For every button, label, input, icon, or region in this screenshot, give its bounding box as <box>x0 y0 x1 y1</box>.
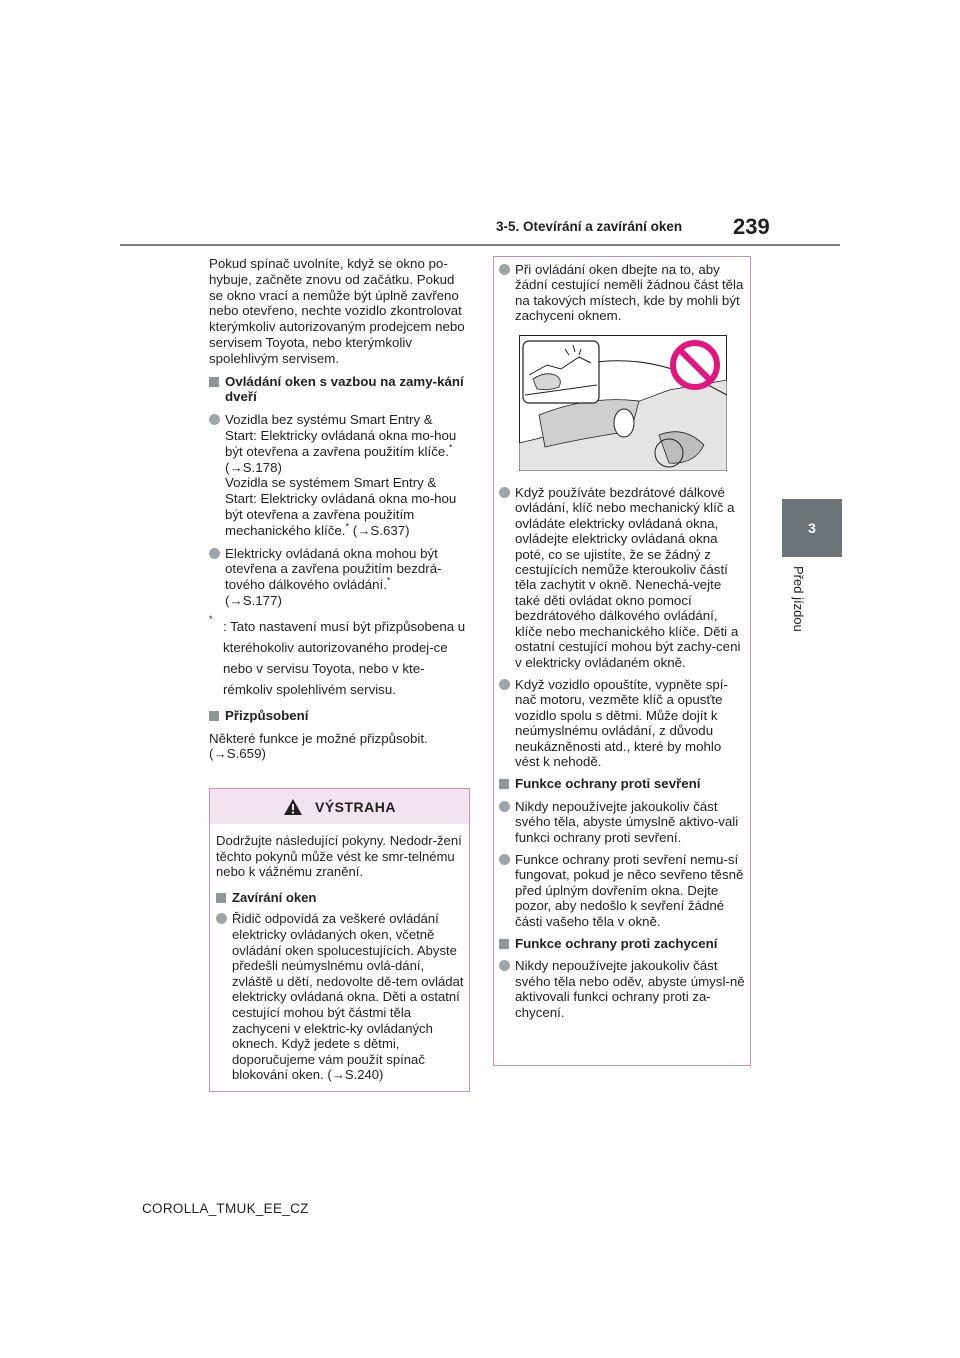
bullet-icon <box>499 854 510 865</box>
chapter-number: 3 <box>808 520 816 536</box>
warning-continued-box <box>493 256 751 1066</box>
warning-box <box>209 788 470 1092</box>
bullet-icon <box>499 960 510 971</box>
square-bullet-icon <box>209 377 219 387</box>
warning-title: VÝSTRAHA <box>314 798 396 815</box>
footnote-mark: * <box>386 575 391 586</box>
heading-customization: Přizpůsobení <box>209 708 467 724</box>
warning-intro: Dodržujte následující pokyny. Nedodr-žení těchto pokynů může vést ke smr-telnému nebo k vážnému zranění. <box>216 833 462 880</box>
list-item: Řidič odpovídá za veškeré ovládání elektricky ovládaných oken, včetně ovládání oken spolucestujících. Abyste předešli neúmyslnému ovlá-dání, zvláště u dětí, nedovolte dě-tem ovládat elektricky ovládaná okna. Děti a ostatní cestující mohou být částmi těla zachyceni v elektric-ky ovládaných oknech. Když jedete s dětmi, doporučujeme vám použít spínač blokování oken. (→S.240) <box>216 911 465 1083</box>
intro-paragraph: Pokud spínač uvolníte, když se okno po-hybuje, začněte znovu od začátku. Pokud se okno vrací a nemůže být úplně zavřeno nebo otevřeno, nechte vozidlo zkontrolovat kterýmkoliv autorizovaným prodejcem nebo servisem Toyota, nebo kterýmkoliv spolehlivým servisem. <box>209 256 465 366</box>
heading-pinch-protection: Funkce ochrany proti sevření <box>499 776 746 791</box>
document-footer: COROLLA_TMUK_EE_CZ <box>142 1201 309 1216</box>
bullet-icon <box>209 548 220 559</box>
chapter-label: Před jízdou <box>791 566 806 632</box>
footnote: * : Tato nastavení musí být přizpůsobena u kteréhokoliv autorizovaného prodej-ce nebo v servisu Toyota, nebo v kte-rémkoliv spolehlivém servisu. <box>209 613 466 697</box>
warning-header <box>210 789 469 824</box>
warning-continued-body <box>494 257 750 1020</box>
customization-text: Některé funkce je možné přizpůsobit. (→S.659) <box>209 730 428 762</box>
left-column <box>209 256 467 769</box>
window-pinch-illustration <box>519 335 727 471</box>
warning-triangle-icon <box>283 798 303 816</box>
footnote-mark: * <box>345 521 349 532</box>
footnote-mark: * <box>448 442 453 453</box>
bullet-icon <box>499 679 510 690</box>
heading-door-lock-linked: Ovládání oken s vazbou na zamy-kání dveří <box>209 374 467 406</box>
page-reference-link[interactable]: (→S.178) <box>225 459 282 475</box>
heading-jam-protection: Funkce ochrany proti zachycení <box>499 936 746 951</box>
heading-closing-windows: Zavírání oken <box>216 890 465 906</box>
warning-body <box>210 824 469 1083</box>
chapter-tab[interactable] <box>782 499 842 557</box>
header-divider <box>120 244 840 246</box>
list-item: Nikdy nepoužívejte jakoukoliv část svého těla nebo oděv, abyste úmysl-ně aktivovali funkci ochrany proti za-chycení. <box>499 958 746 1020</box>
list-item: Při ovládání oken dbejte na to, aby žádní cestující neměli žádnou část těla na takových místech, kde by mohli být zachyceni oknem. <box>499 262 746 324</box>
list-item: Funkce ochrany proti sevření nemu-sí fungovat, pokud je něco sevřeno těsně před úplným dovřením okna. Dejte pozor, aby nedošlo k sevření žádné části vašeho těla v okně. <box>499 852 746 929</box>
list-item: Když používáte bezdrátové dálkové ovládání, klíč nebo mechanický klíč a ovládáte elektricky ovládaná okna, ovládejte elektricky ovládaná okna poté, co se ujistíte, že se žádný z cestujících nemůže kteroukoliv částí těla zachytit v okně. Nenechá-vejte také děti ovládat okno pomocí bezdrátového dálkového ovládání, klíče nebo mechanického klíče. Děti a ostatní cestující mohou být zachy-ceni v elektricky ovládaném okně. <box>499 485 746 670</box>
square-bullet-icon <box>209 711 219 721</box>
section-title: 3-5. Otevírání a zavírání oken <box>496 219 683 234</box>
bullet-icon <box>499 264 510 275</box>
bullet-icon <box>499 801 510 812</box>
square-bullet-icon <box>499 939 509 949</box>
list-item: Nikdy nepoužívejte jakoukoliv část svého těla, abyste úmyslně aktivo-vali funkci ochrany proti sevření. <box>499 799 746 845</box>
page-reference-link[interactable]: (→S.240) <box>327 1067 384 1083</box>
bullet-icon <box>499 487 510 498</box>
list-item: Elektricky ovládaná okna mohou být otevřena a zavřena použitím bezdrá-tového dálkového ovládání.* (→S.177) <box>209 546 467 609</box>
bullet-icon <box>209 414 220 425</box>
square-bullet-icon <box>216 893 226 903</box>
square-bullet-icon <box>499 779 509 789</box>
page-reference-link[interactable]: (→S.637) <box>352 522 410 538</box>
list-item: Vozidla bez systému Smart Entry & Start: Elektricky ovládaná okna mo-hou být otevřena a zavřena použitím klíče.* (→S.178) Vozidla se systémem Smart Entry & Start: Elektricky ovládaná okna mo-hou být otevřena a zavřena použitím mechanického klíče.* (→S.637) <box>209 412 467 538</box>
bullet-icon <box>216 913 227 924</box>
page-number: 239 <box>733 214 770 239</box>
list-item: Když vozidlo opouštíte, vypněte spí-nač motoru, vezměte klíč a opusťte vozidlo spolu s dětmi. Může dojít k neúmyslnému ovládání, z důvodu neukázněnosti atd., které by mohlo vést k nehodě. <box>499 677 746 769</box>
page-reference-link[interactable]: (→S.177) <box>225 592 282 608</box>
page-reference-link[interactable]: (→S.659) <box>209 746 266 762</box>
